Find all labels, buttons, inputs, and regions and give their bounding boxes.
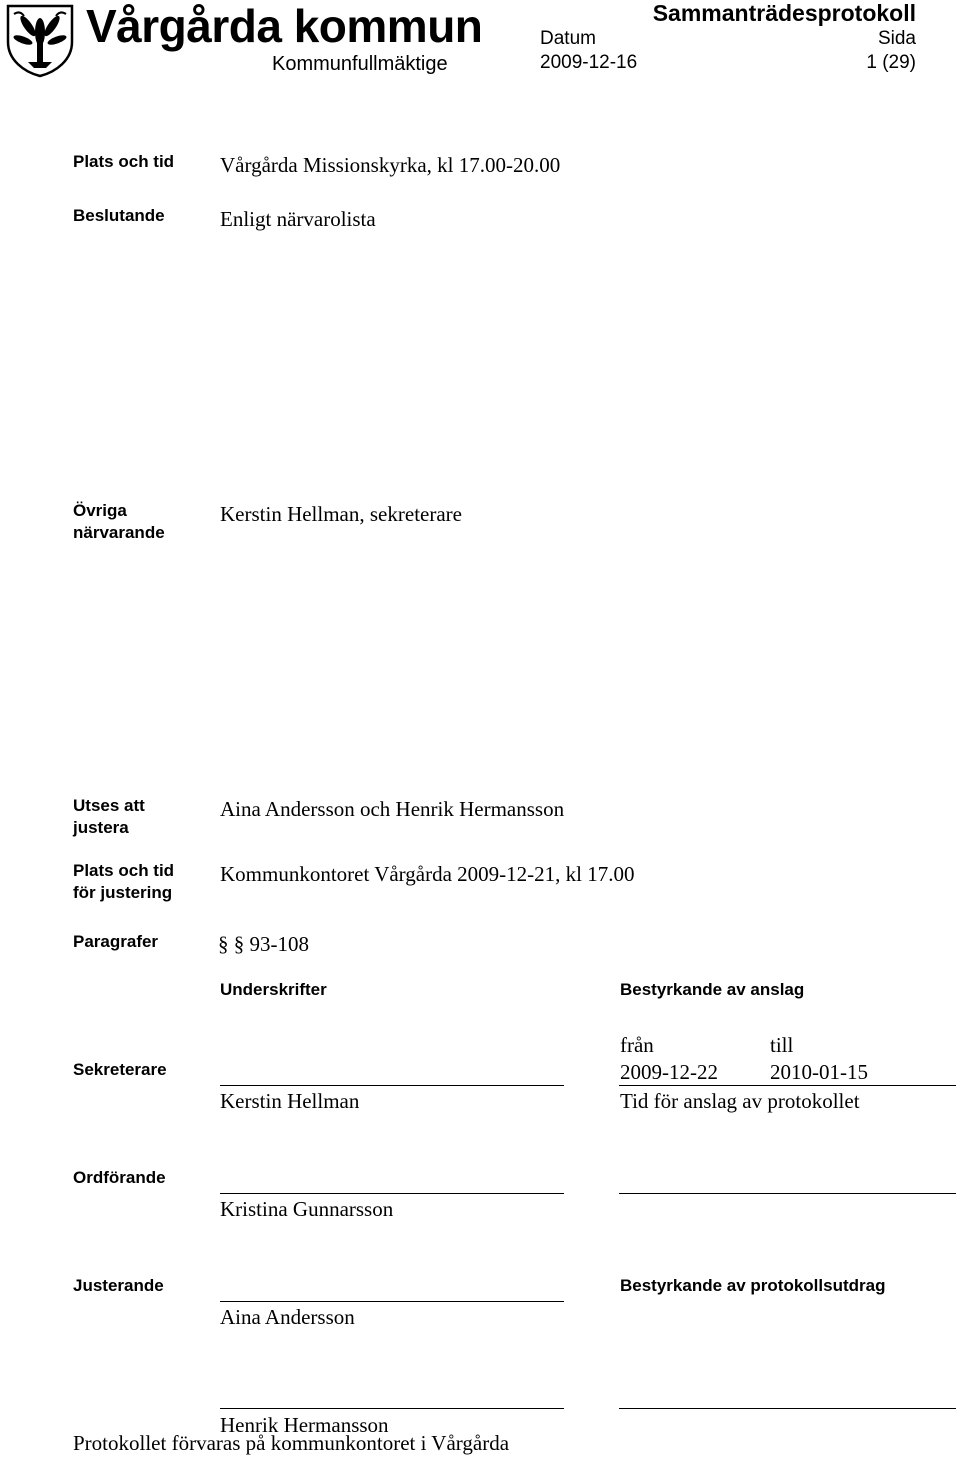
datum-value: 2009-12-16 — [540, 52, 638, 73]
sida-value: 1 (29) — [866, 52, 916, 73]
justerande-2-signature-line — [220, 1408, 564, 1409]
ordforande-label: Ordförande — [73, 1168, 166, 1187]
fran-label: från — [620, 1033, 654, 1057]
ovriga-value: Kerstin Hellman, sekreterare — [220, 502, 462, 526]
justerande-1-signature-line — [220, 1301, 564, 1302]
municipality-name: Vårgårda kommun — [86, 0, 483, 52]
sekreterare-label: Sekreterare — [73, 1060, 167, 1079]
utses-label-line2: justera — [73, 818, 129, 837]
justerande-2-name: Henrik Hermansson — [220, 1413, 389, 1432]
plats-label: Plats och tid — [73, 152, 175, 171]
anslag-caption: Tid för anslag av protokollet — [620, 1089, 860, 1113]
anslag-second-signature-line — [619, 1193, 956, 1194]
document-type: Sammanträdesprotokoll — [652, 0, 916, 26]
paragrafer-value: § § 93-108 — [218, 932, 309, 956]
utses-value: Aina Andersson och Henrik Hermansson — [220, 797, 565, 821]
sekreterare-signature-line — [220, 1085, 564, 1086]
bestyrkande-utdrag-heading: Bestyrkande av protokollsutdrag — [620, 1276, 886, 1295]
till-label: till — [770, 1033, 794, 1057]
beslutande-label: Beslutande — [73, 206, 165, 225]
beslutande-value: Enligt närvarolista — [220, 207, 376, 231]
utses-label-line1: Utses att — [73, 796, 145, 815]
plats-justering-label-line1: Plats och tid — [73, 861, 175, 880]
anslag-signature-line — [619, 1085, 956, 1086]
justerande-1-name: Aina Andersson — [220, 1305, 355, 1329]
datum-label: Datum — [540, 28, 596, 49]
till-date: 2010-01-15 — [770, 1060, 868, 1084]
paragrafer-label: Paragrafer — [73, 932, 159, 951]
plats-justering-label-line2: för justering — [73, 883, 173, 902]
ovriga-label-line2: närvarande — [73, 523, 165, 542]
underskrifter-heading: Underskrifter — [220, 980, 327, 999]
assembly-name: Kommunfullmäktige — [272, 53, 448, 75]
ovriga-label-line1: Övriga — [73, 501, 127, 520]
fran-date: 2009-12-22 — [620, 1060, 718, 1084]
bestyrkande-anslag-heading: Bestyrkande av anslag — [620, 980, 805, 999]
justerande-label: Justerande — [73, 1276, 164, 1295]
coat-of-arms-icon — [2, 2, 78, 78]
sida-label: Sida — [877, 28, 916, 49]
footer-note: Protokollet förvaras på kommunkontoret i Vårgårda — [73, 1431, 510, 1455]
plats-justering-value: Kommunkontoret Vårgårda 2009-12-21, kl 17.00 — [220, 862, 635, 886]
plats-value: Vårgårda Missionskyrka, kl 17.00-20.00 — [220, 153, 561, 177]
ordforande-name: Kristina Gunnarsson — [220, 1197, 394, 1221]
utdrag-signature-line — [619, 1408, 956, 1409]
ordforande-signature-line — [220, 1193, 564, 1194]
sekreterare-name: Kerstin Hellman — [220, 1089, 360, 1113]
